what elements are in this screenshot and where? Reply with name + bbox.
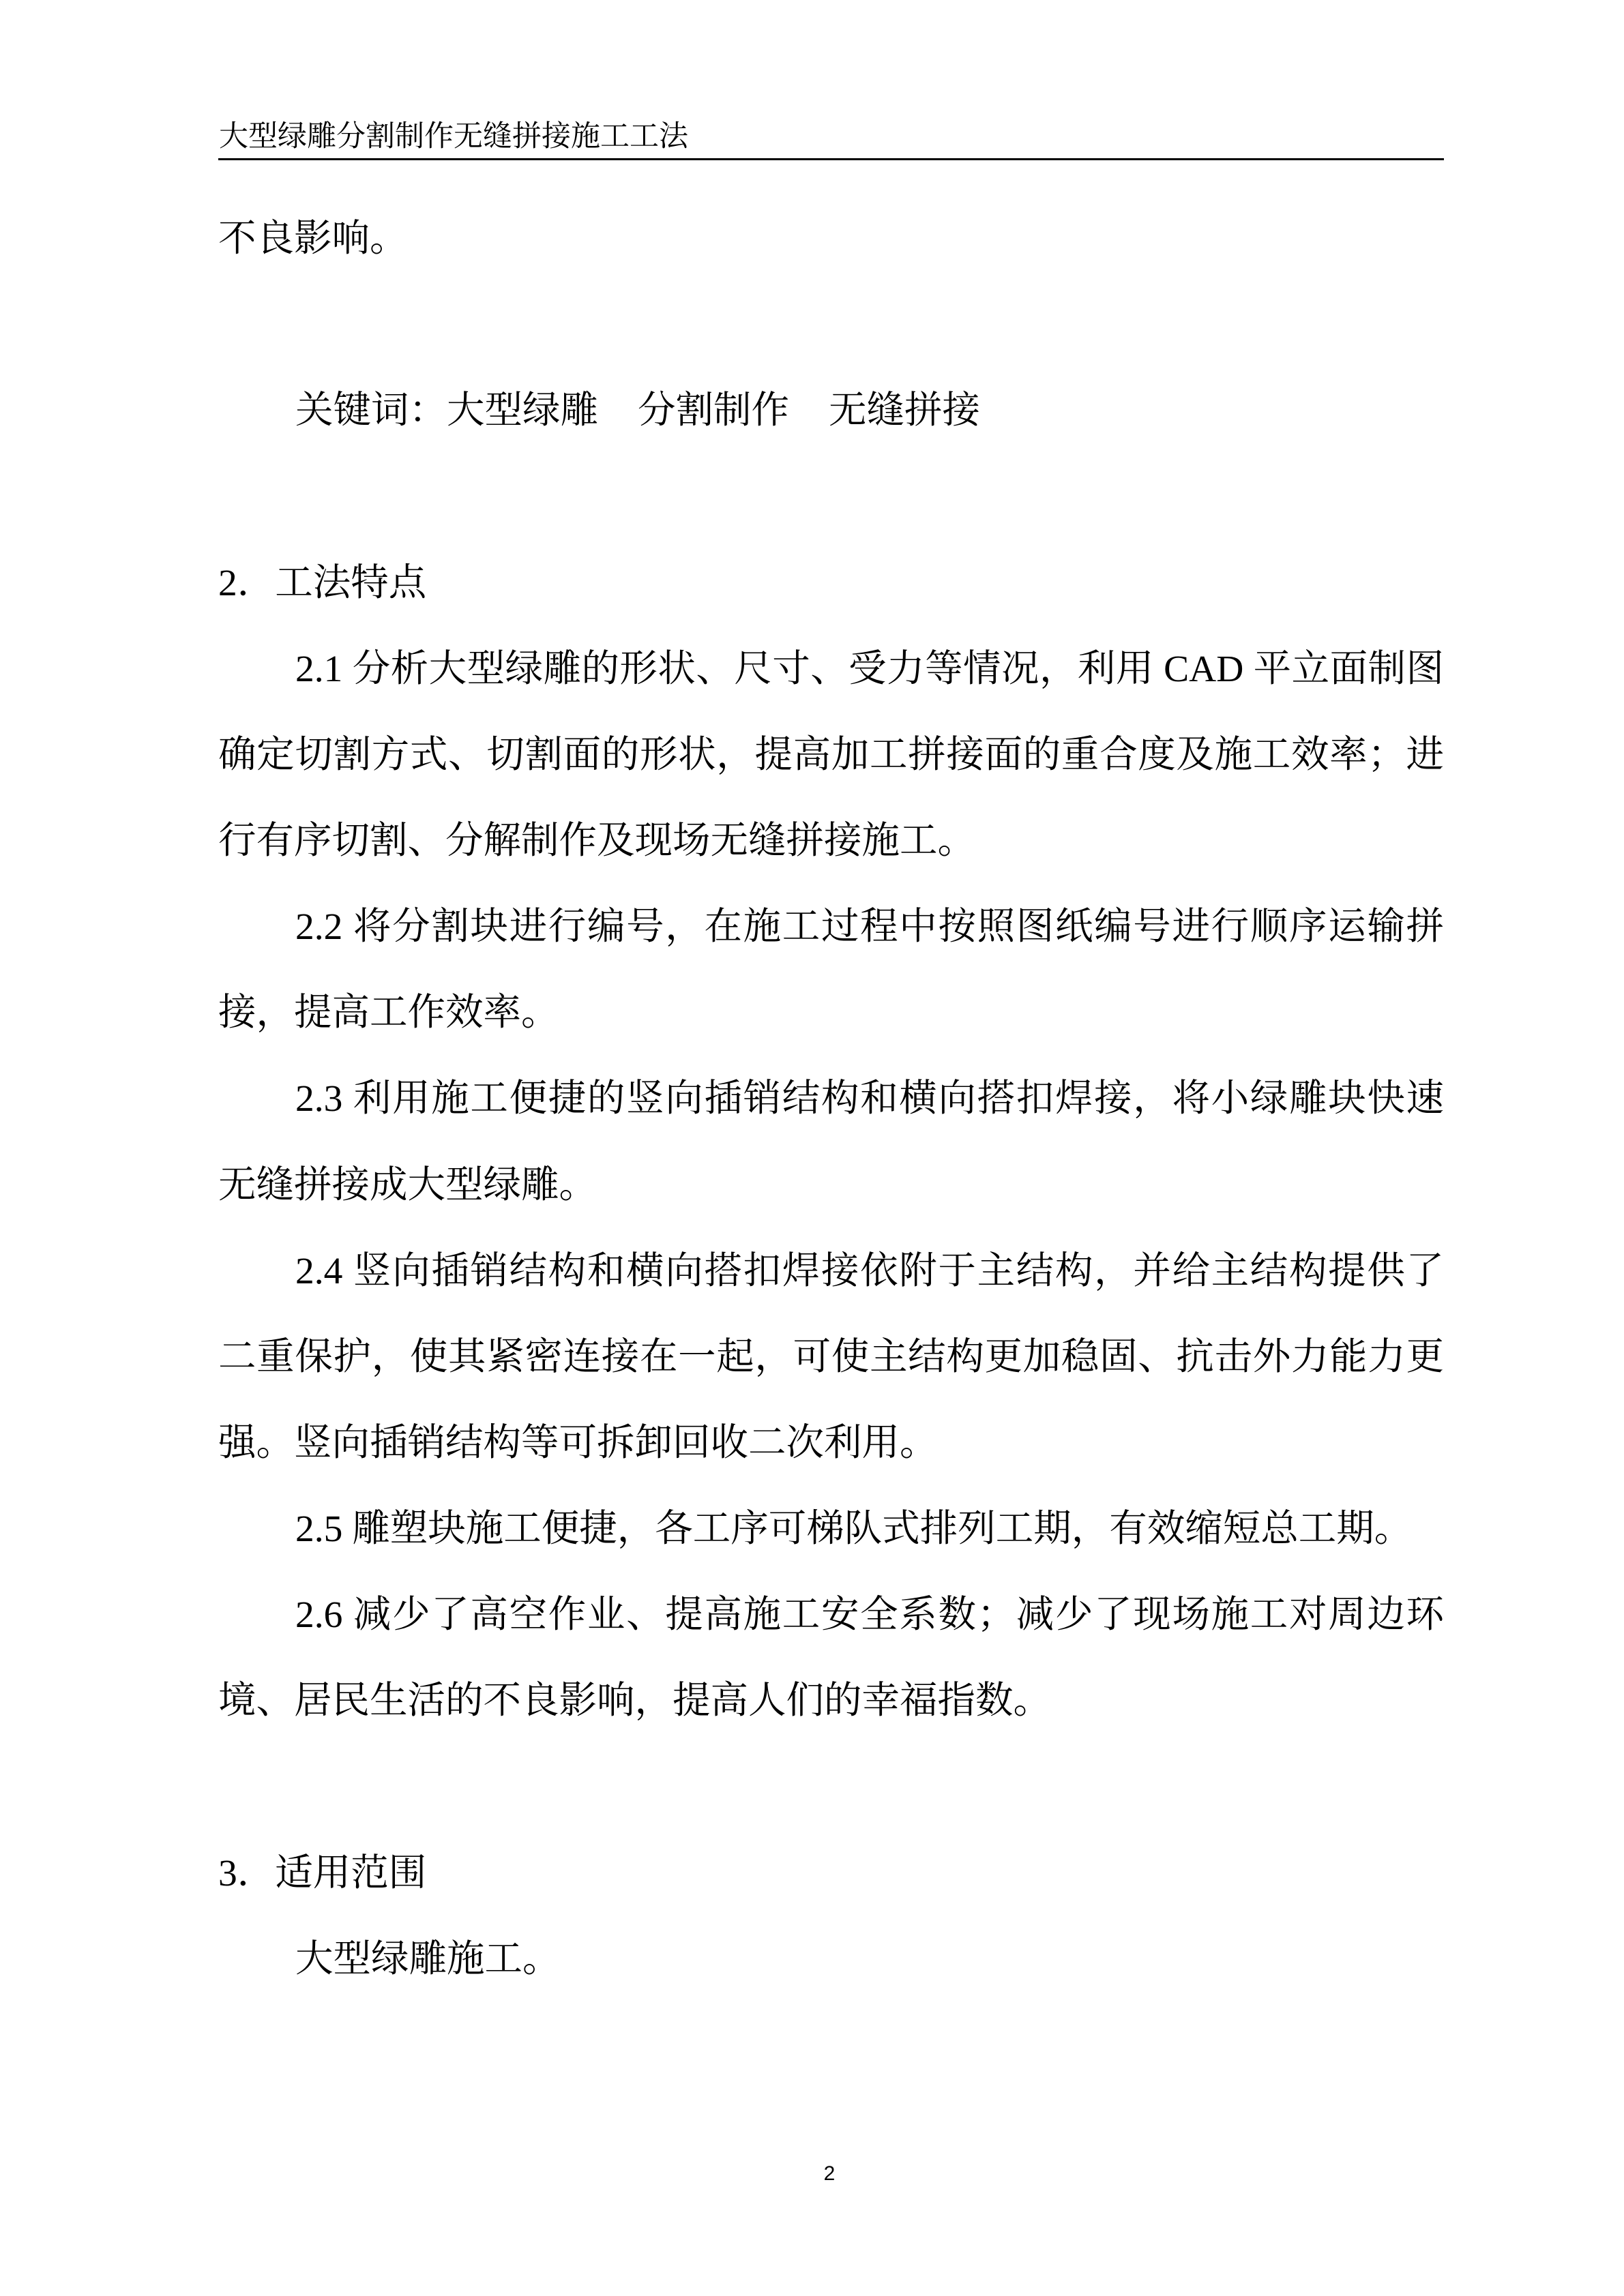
- paragraph-line: 接，提高工作效率。: [218, 992, 559, 1034]
- paragraph-line: 2.6 减少了高空作业、提高施工安全系数；减少了现场施工对周边环: [295, 1594, 1444, 1637]
- paragraph-line: 2.2 将分割块进行编号，在施工过程中按照图纸编号进行顺序运输拼: [295, 906, 1444, 949]
- keyword-item: 大型绿雕: [447, 390, 599, 432]
- paragraph-2-3: [218, 1056, 1444, 1228]
- paragraph-line: 境、居民生活的不良影响，提高人们的幸福指数。: [218, 1680, 1052, 1723]
- paragraph-line: 行有序切割、分解制作及现场无缝拼接施工。: [218, 820, 976, 862]
- page-number: 2: [823, 2162, 836, 2185]
- paragraph-2-2: [218, 884, 1444, 1056]
- section-heading-features: 2．工法特点: [218, 562, 427, 604]
- paragraph-line: 强。竖向插销结构等可拆卸回收二次利用。: [218, 1422, 938, 1464]
- paragraph-line: 2.3 利用施工便捷的竖向插销结构和横向搭扣焊接，将小绿雕块快速: [295, 1078, 1444, 1120]
- header-rule: [218, 158, 1444, 160]
- paragraph-line: 大型绿雕施工。: [295, 1938, 561, 1980]
- paragraph-line: 无缝拼接成大型绿雕。: [218, 1164, 597, 1206]
- keyword-item: 无缝拼接: [829, 390, 981, 432]
- keywords-line: [218, 368, 1444, 454]
- paragraph-2-6: [218, 1572, 1444, 1744]
- paragraph-line: 确定切割方式、切割面的形状，提高加工拼接面的重合度及施工效率；进: [218, 734, 1444, 776]
- paragraph-2-5: [218, 1487, 1444, 1572]
- running-header-title: 大型绿雕分割制作无缝拼接施工工法: [219, 121, 688, 153]
- paragraph-line: 2.1 分析大型绿雕的形状、尺寸、受力等情况，利用 CAD 平立面制图: [295, 648, 1444, 690]
- paragraph-2-1: [218, 627, 1444, 884]
- paragraph-2-4: [218, 1229, 1444, 1487]
- section-heading-scope: 3．适用范围: [218, 1852, 427, 1894]
- paragraph-continuation-line: 不良影响。: [218, 218, 408, 260]
- keyword-item: 分割制作: [638, 390, 790, 432]
- paragraph-line: 2.4 竖向插销结构和横向搭扣焊接依附于主结构，并给主结构提供了: [295, 1250, 1444, 1292]
- paragraph-line: 二重保护，使其紧密连接在一起，可使主结构更加稳固、抗击外力能力更: [218, 1336, 1444, 1378]
- body-text: [218, 196, 1444, 2003]
- paragraph-line: 2.5 雕塑块施工便捷，各工序可梯队式排列工期，有效缩短总工期。: [295, 1508, 1413, 1551]
- keywords-label: 关键词：: [295, 390, 447, 432]
